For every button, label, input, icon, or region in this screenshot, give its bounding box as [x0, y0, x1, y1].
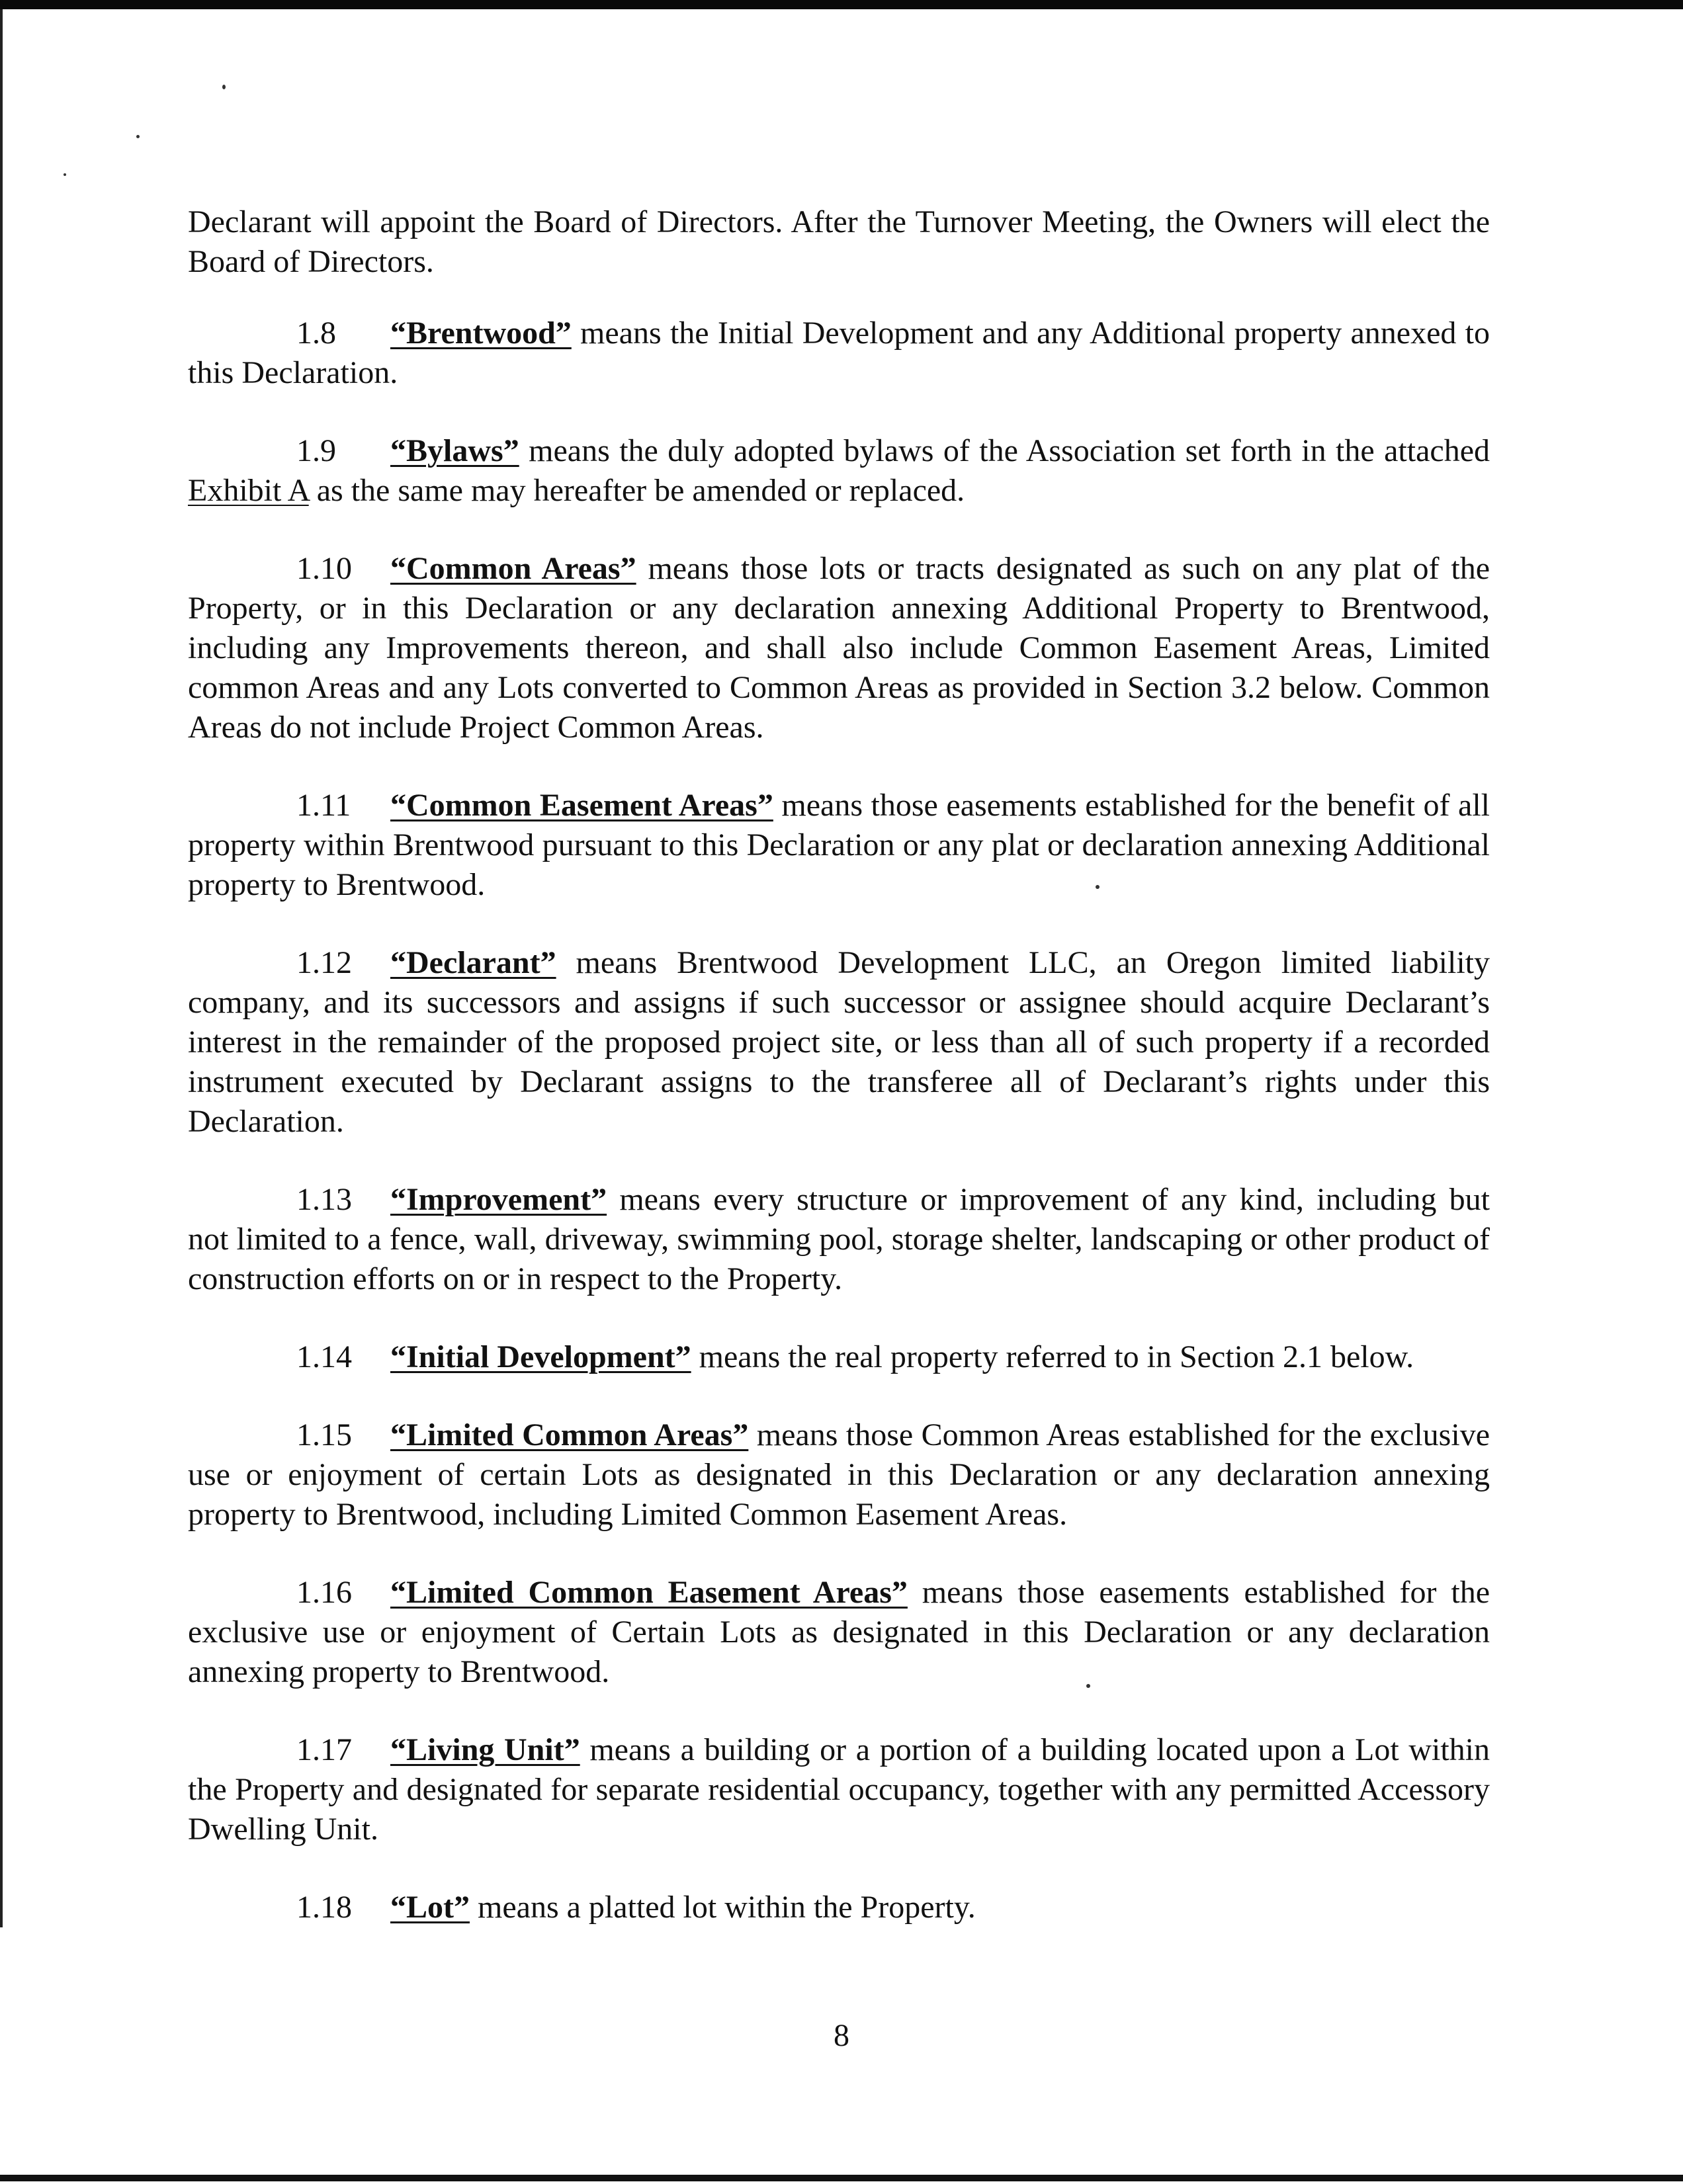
definition-1-12 [188, 943, 1490, 1142]
defined-term: “Declarant” [390, 945, 556, 980]
definition-text: means a building or a portion of a building located upon a Lot within the Property and designated for separate residential occupancy, together with any permitted Accessory Dwelling Unit. [188, 1732, 1490, 1847]
scan-left-edge [0, 9, 3, 1927]
definition-1-11 [188, 786, 1490, 905]
section-number: 1.18 [296, 1890, 352, 1925]
section-number: 1.16 [296, 1575, 352, 1610]
scan-bottom-border [0, 2175, 1683, 2181]
opening-paragraph: Declarant will appoint the Board of Directors. After the Turnover Meeting, the Owners will elect the Board of Directors. [188, 204, 1490, 279]
defined-term: “Common Easement Areas” [390, 788, 773, 823]
section-number: 1.11 [296, 788, 351, 823]
definition-text: means a platted lot within the Property. [470, 1890, 976, 1925]
defined-term: “Brentwood” [390, 315, 572, 351]
defined-term: “Limited Common Easement Areas” [390, 1575, 908, 1610]
definition-text: means those easements established for the benefit of all property within Brentwood pursuant to this Declaration or any plat or declaration annexing Additional property to Brentwood. [188, 788, 1490, 902]
scan-speck [64, 173, 66, 176]
scan-top-border [0, 0, 1683, 9]
section-number: 1.15 [296, 1417, 352, 1452]
definition-1-9 [188, 431, 1490, 511]
definition-text: means those lots or tracts designated as such on any plat of the Property, or in this Declaration or any declaration annexing Additional Property to Brentwood, including any Improvements thereon, and shall also include Common Easement Areas, Limited common Areas and any Lots converted to Common Areas as provided in Section 3.2 below. Common Areas do not include Project Common Areas. [188, 551, 1490, 745]
defined-term: “Bylaws” [390, 433, 519, 468]
defined-term: “Initial Development” [390, 1339, 691, 1374]
defined-term: “Common Areas” [390, 551, 636, 586]
page-number: 8 [834, 2018, 849, 2053]
scan-speck [136, 135, 140, 138]
defined-term: “Improvement” [390, 1182, 607, 1217]
definition-text: means those Common Areas established for the exclusive use or enjoyment of certain Lots as designated in this Declaration or any declaration annexing property to Brentwood, including Limited Common Easement Areas. [188, 1417, 1490, 1532]
document-body [188, 202, 1490, 1966]
definition-1-10 [188, 549, 1490, 747]
section-number: 1.10 [296, 551, 352, 586]
definition-text: means every structure or improvement of any kind, including but not limited to a fence, wall, driveway, swimming pool, storage shelter, landscaping or other product of construction efforts on or in respect to the Property. [188, 1182, 1490, 1296]
section-number: 1.17 [296, 1732, 352, 1767]
definition-1-16 [188, 1573, 1490, 1692]
section-number: 1.14 [296, 1339, 352, 1374]
definition-text: means those easements established for the exclusive use or enjoyment of Certain Lots as designated in this Declaration or any declaration annexing property to Brentwood. [188, 1575, 1490, 1689]
section-number: 1.13 [296, 1182, 352, 1217]
section-number: 1.12 [296, 945, 352, 980]
section-number: 1.8 [296, 315, 336, 351]
definition-text: means the real property referred to in Section 2.1 below. [691, 1339, 1414, 1374]
definition-1-15 [188, 1415, 1490, 1534]
definition-1-17 [188, 1730, 1490, 1849]
defined-term: “Limited Common Areas” [390, 1417, 749, 1452]
section-number: 1.9 [296, 433, 336, 468]
exhibit-reference: Exhibit A [188, 473, 309, 508]
definition-1-8 [188, 314, 1490, 393]
definition-1-14 [188, 1337, 1490, 1377]
scan-speck [222, 85, 226, 89]
defined-term: “Lot” [390, 1890, 470, 1925]
definition-1-18 [188, 1888, 1490, 1927]
definition-text: means Brentwood Development LLC, an Oregon limited liability company, and its successors and assigns if such successor or assignee should acquire Declarant’s interest in the remainder of the proposed project site, or less than all of such property if a recorded instrument executed by Declarant assigns to the transferee all of Declarant’s rights under this Declaration. [188, 945, 1490, 1139]
definition-text: as the same may hereafter be amended or replaced. [308, 473, 965, 508]
defined-term: “Living Unit” [390, 1732, 580, 1767]
definition-text: means the duly adopted bylaws of the Association set forth in the attached [519, 433, 1490, 468]
definition-text: means the Initial Development and any Additional property annexed to this Declaration. [188, 315, 1490, 390]
definition-1-13 [188, 1180, 1490, 1299]
